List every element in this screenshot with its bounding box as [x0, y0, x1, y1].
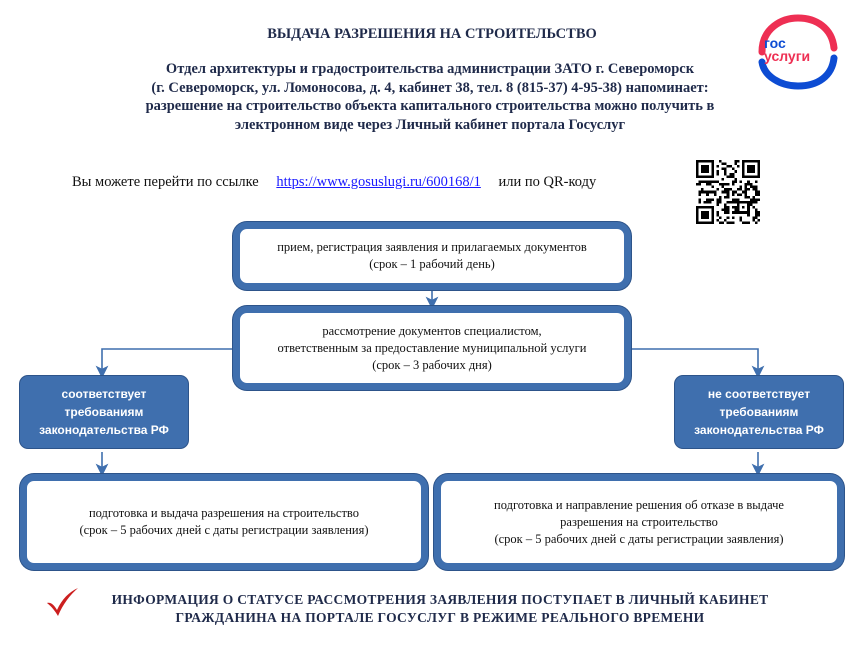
qr-code-icon	[696, 160, 760, 224]
org-line: электронном виде через Личный кабинет портала Госуслуг	[234, 116, 626, 133]
link-suffix: или по QR-коду	[498, 174, 597, 190]
step-review	[233, 306, 631, 390]
step2-line: рассмотрение документов специалистом,	[322, 323, 542, 338]
page-title: ВЫДАЧА РАЗРЕШЕНИЯ НА СТРОИТЕЛЬСТВО	[267, 26, 597, 42]
link-prefix: Вы можете перейти по ссылке	[72, 174, 259, 190]
footer-line: ИНФОРМАЦИЯ О СТАТУСЕ РАССМОТРЕНИЯ ЗАЯВЛЕНИЯ ПОСТУПАЕТ В ЛИЧНЫЙ КАБИНЕТ	[111, 592, 769, 607]
step1-line: прием, регистрация заявления и прилагаемых документов	[277, 240, 587, 254]
no-line: требованиям	[719, 405, 799, 419]
result-no-line: разрешения на строительство	[560, 514, 718, 529]
logo-line1: гос	[764, 35, 786, 51]
yes-line: законодательства РФ	[39, 423, 169, 437]
footer-notice	[80, 591, 800, 627]
result-yes-line: подготовка и выдача разрешения на строительство	[88, 506, 360, 520]
step2-line: ответственным за предоставление муниципальной услуги	[277, 340, 587, 355]
org-line: разрешение на строительство объекта капитального строительства можно получить в	[145, 98, 715, 114]
qr-code[interactable]	[696, 160, 760, 224]
yes-line: требованиям	[64, 405, 144, 419]
step1-line: (срок – 1 рабочий день)	[369, 257, 495, 271]
footer-line: ГРАЖДАНИНА НА ПОРТАЛЕ ГОСУСЛУГ В РЕЖИМЕ РЕАЛЬНОГО ВРЕМЕНИ	[175, 610, 705, 625]
no-line: законодательства РФ	[694, 423, 824, 437]
link-line	[72, 174, 596, 191]
check-icon	[44, 586, 80, 618]
decision-noncompliant	[675, 376, 843, 448]
decision-compliant	[20, 376, 188, 448]
result-permit-issued	[20, 474, 428, 570]
result-yes-line: (срок – 5 рабочих дней с даты регистрации заявления)	[79, 523, 369, 537]
arrow-step2-yes	[102, 349, 235, 372]
result-no-line: (срок – 5 рабочих дней с даты регистрации заявления)	[494, 531, 784, 546]
arrow-step2-no	[629, 349, 758, 372]
result-permit-refused	[434, 474, 844, 570]
org-line: (г. Североморск, ул. Ломоносова, д. 4, кабинет 38, тел. 8 (815-37) 4-95-38) напоминает:	[151, 79, 709, 96]
yes-line: соответствует	[61, 387, 147, 401]
result-no-line: подготовка и направление решения об отказе в выдаче	[494, 497, 784, 512]
organization-notice	[60, 60, 800, 134]
no-line: не соответствует	[707, 387, 811, 401]
step2-line: (срок – 3 рабочих дня)	[372, 357, 492, 372]
logo-line2: услуги	[764, 48, 811, 64]
gosuslugi-logo	[752, 14, 840, 90]
step-registration	[233, 222, 631, 290]
gosuslugi-link[interactable]: https://www.gosuslugi.ru/600168/1	[276, 174, 481, 190]
org-line: Отдел архитектуры и градостроительства администрации ЗАТО г. Североморск	[165, 61, 695, 77]
